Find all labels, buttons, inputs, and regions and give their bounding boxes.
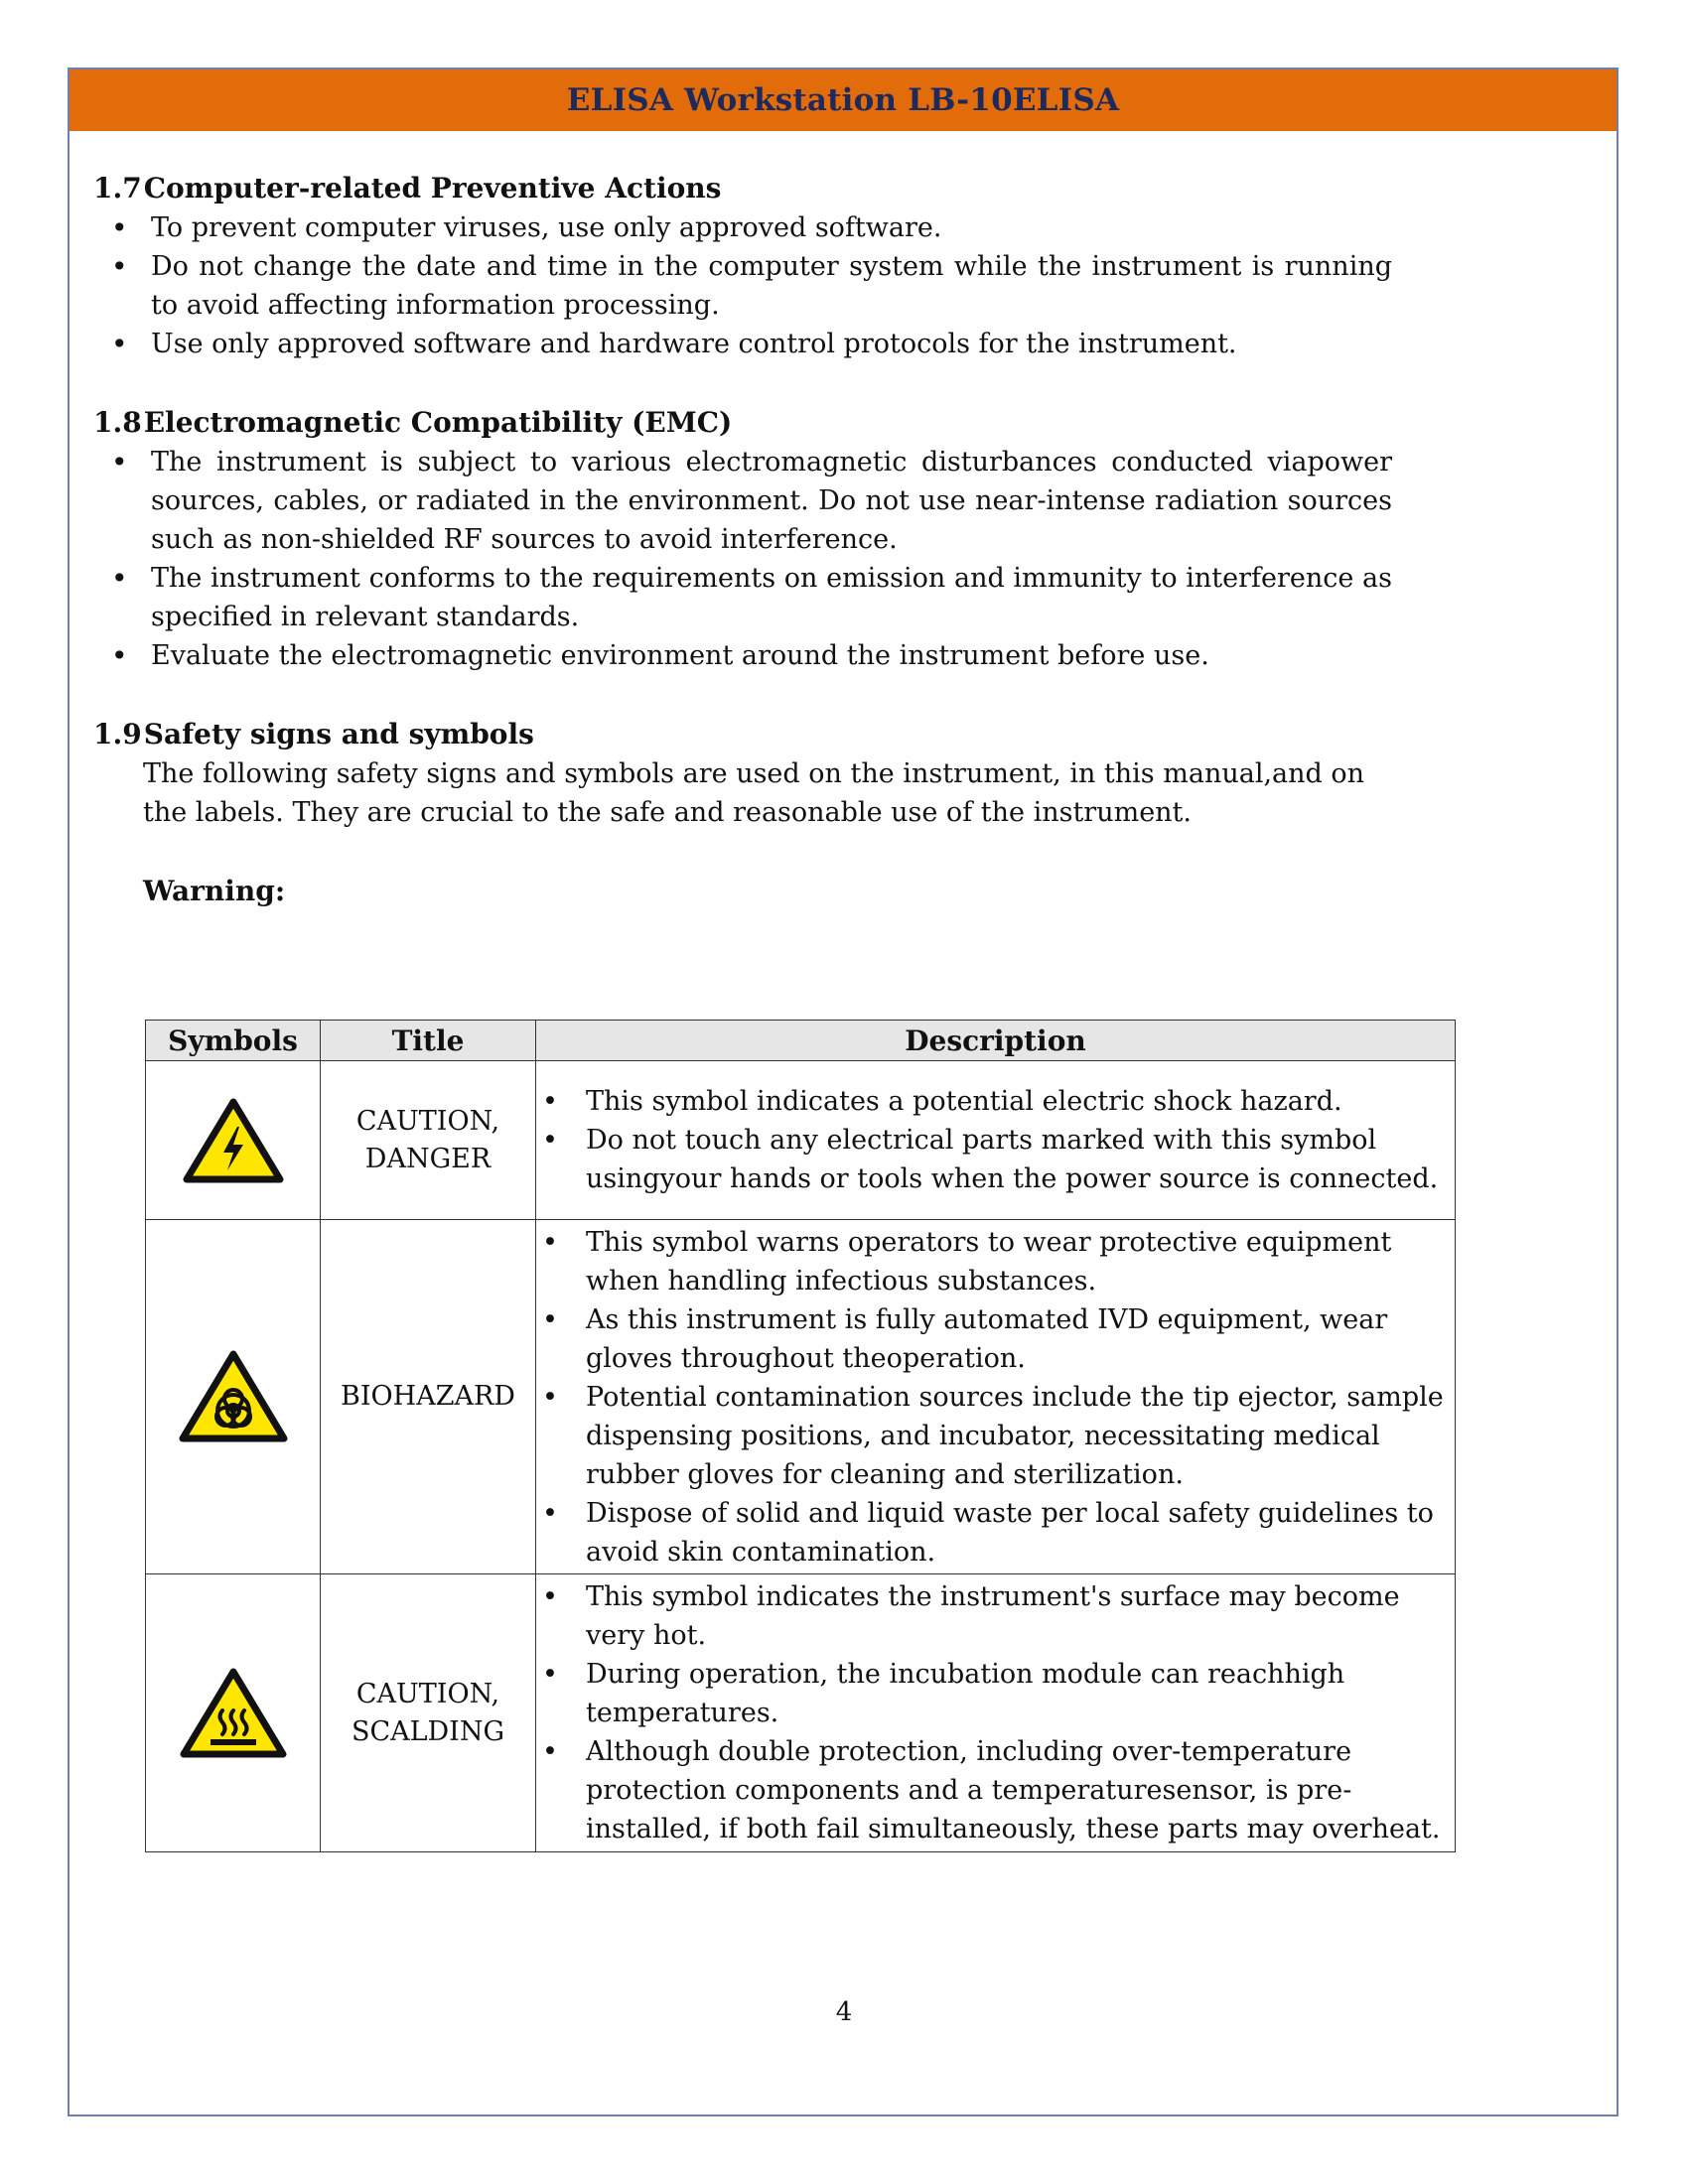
list-item: • Although double protection, including over-temperature protection components and a temperaturesensor, is pre-installed, if both fail simultaneously, these parts may overheat. xyxy=(586,1732,1455,1848)
list-item: • Do not change the date and time in the computer system while the instrument is running to avoid affecting information processing. xyxy=(151,247,1392,325)
list-item: • Use only approved software and hardware control protocols for the instrument. xyxy=(151,325,1392,363)
table-row xyxy=(146,1574,1456,1852)
list-item: • The instrument is subject to various electromagnetic disturbances conducted viapower sources, cables, or radiated in the environment. Do not use near-intense radiation sources such as non-shielded RF sources to avoid interference. xyxy=(151,443,1392,559)
description-cell xyxy=(536,1061,1456,1220)
safety-symbols-table xyxy=(145,1020,1456,1852)
safety-intro-paragraph: The following safety signs and symbols are used on the instrument, in this manual,and on the labels. They are crucial to the safe and reasonable use of the instrument. xyxy=(143,758,1365,828)
title-cell: CAUTION, SCALDING xyxy=(321,1574,536,1852)
header-bar xyxy=(70,69,1617,131)
section-number: 1.8 xyxy=(93,406,142,439)
bullet-list-1-8 xyxy=(93,443,1392,675)
symbol-cell xyxy=(146,1220,321,1574)
description-list xyxy=(536,1082,1455,1198)
bullet-list-1-7 xyxy=(93,208,1392,363)
column-header-symbols: Symbols xyxy=(146,1021,321,1061)
section-title: Electromagnetic Compatibility (EMC) xyxy=(143,406,733,439)
section-number: 1.7 xyxy=(93,172,142,205)
column-header-title: Title xyxy=(321,1021,536,1061)
list-item: • This symbol warns operators to wear protective equipment when handling infectious substances. xyxy=(586,1223,1455,1300)
list-item: • Do not touch any electrical parts marked with this symbol usingyour hands or tools when the power source is connected. xyxy=(586,1121,1455,1198)
list-item: • The instrument conforms to the requirements on emission and immunity to interference as specified in relevant standards. xyxy=(151,559,1392,636)
symbol-cell xyxy=(146,1061,321,1220)
title-cell: CAUTION, DANGER xyxy=(321,1061,536,1220)
list-item: • To prevent computer viruses, use only approved software. xyxy=(151,208,1392,247)
table-row xyxy=(146,1220,1456,1574)
section-heading-1-9 xyxy=(93,715,1513,754)
warning-label: Warning: xyxy=(143,875,286,907)
section-number: 1.9 xyxy=(93,718,142,751)
description-cell xyxy=(536,1220,1456,1574)
list-item: • Potential contamination sources include the tip ejector, sample dispensing positions, and incubator, necessitating medical rubber gloves for cleaning and sterilization. xyxy=(586,1378,1455,1494)
title-cell: BIOHAZARD xyxy=(321,1220,536,1574)
description-cell xyxy=(536,1574,1456,1852)
list-item: • This symbol indicates a potential electric shock hazard. xyxy=(586,1082,1455,1121)
document-body xyxy=(93,169,1513,911)
list-item: • Evaluate the electromagnetic environment around the instrument before use. xyxy=(151,636,1392,675)
document-title: ELISA Workstation LB-10ELISA xyxy=(566,82,1120,118)
list-item: • During operation, the incubation module can reachhigh temperatures. xyxy=(586,1655,1455,1732)
list-item: • Dispose of solid and liquid waste per local safety guidelines to avoid skin contamination. xyxy=(586,1494,1455,1571)
table-row xyxy=(146,1061,1456,1220)
section-title: Safety signs and symbols xyxy=(143,718,534,751)
description-list xyxy=(536,1577,1455,1848)
hot-surface-warning-icon xyxy=(179,1667,288,1760)
table-header-row xyxy=(146,1021,1456,1061)
section-heading-1-7 xyxy=(93,169,1513,208)
list-item: • This symbol indicates the instrument's surface may become very hot. xyxy=(586,1577,1455,1655)
column-header-description: Description xyxy=(536,1021,1456,1061)
biohazard-warning-icon xyxy=(178,1349,289,1444)
section-title: Computer-related Preventive Actions xyxy=(143,172,722,205)
page-number: 4 xyxy=(835,1997,853,2027)
section-heading-1-8 xyxy=(93,403,1513,443)
list-item: • As this instrument is fully automated IVD equipment, wear gloves throughout theoperation. xyxy=(586,1300,1455,1378)
symbol-cell xyxy=(146,1574,321,1852)
electric-shock-warning-icon xyxy=(182,1097,285,1184)
description-list xyxy=(536,1223,1455,1571)
